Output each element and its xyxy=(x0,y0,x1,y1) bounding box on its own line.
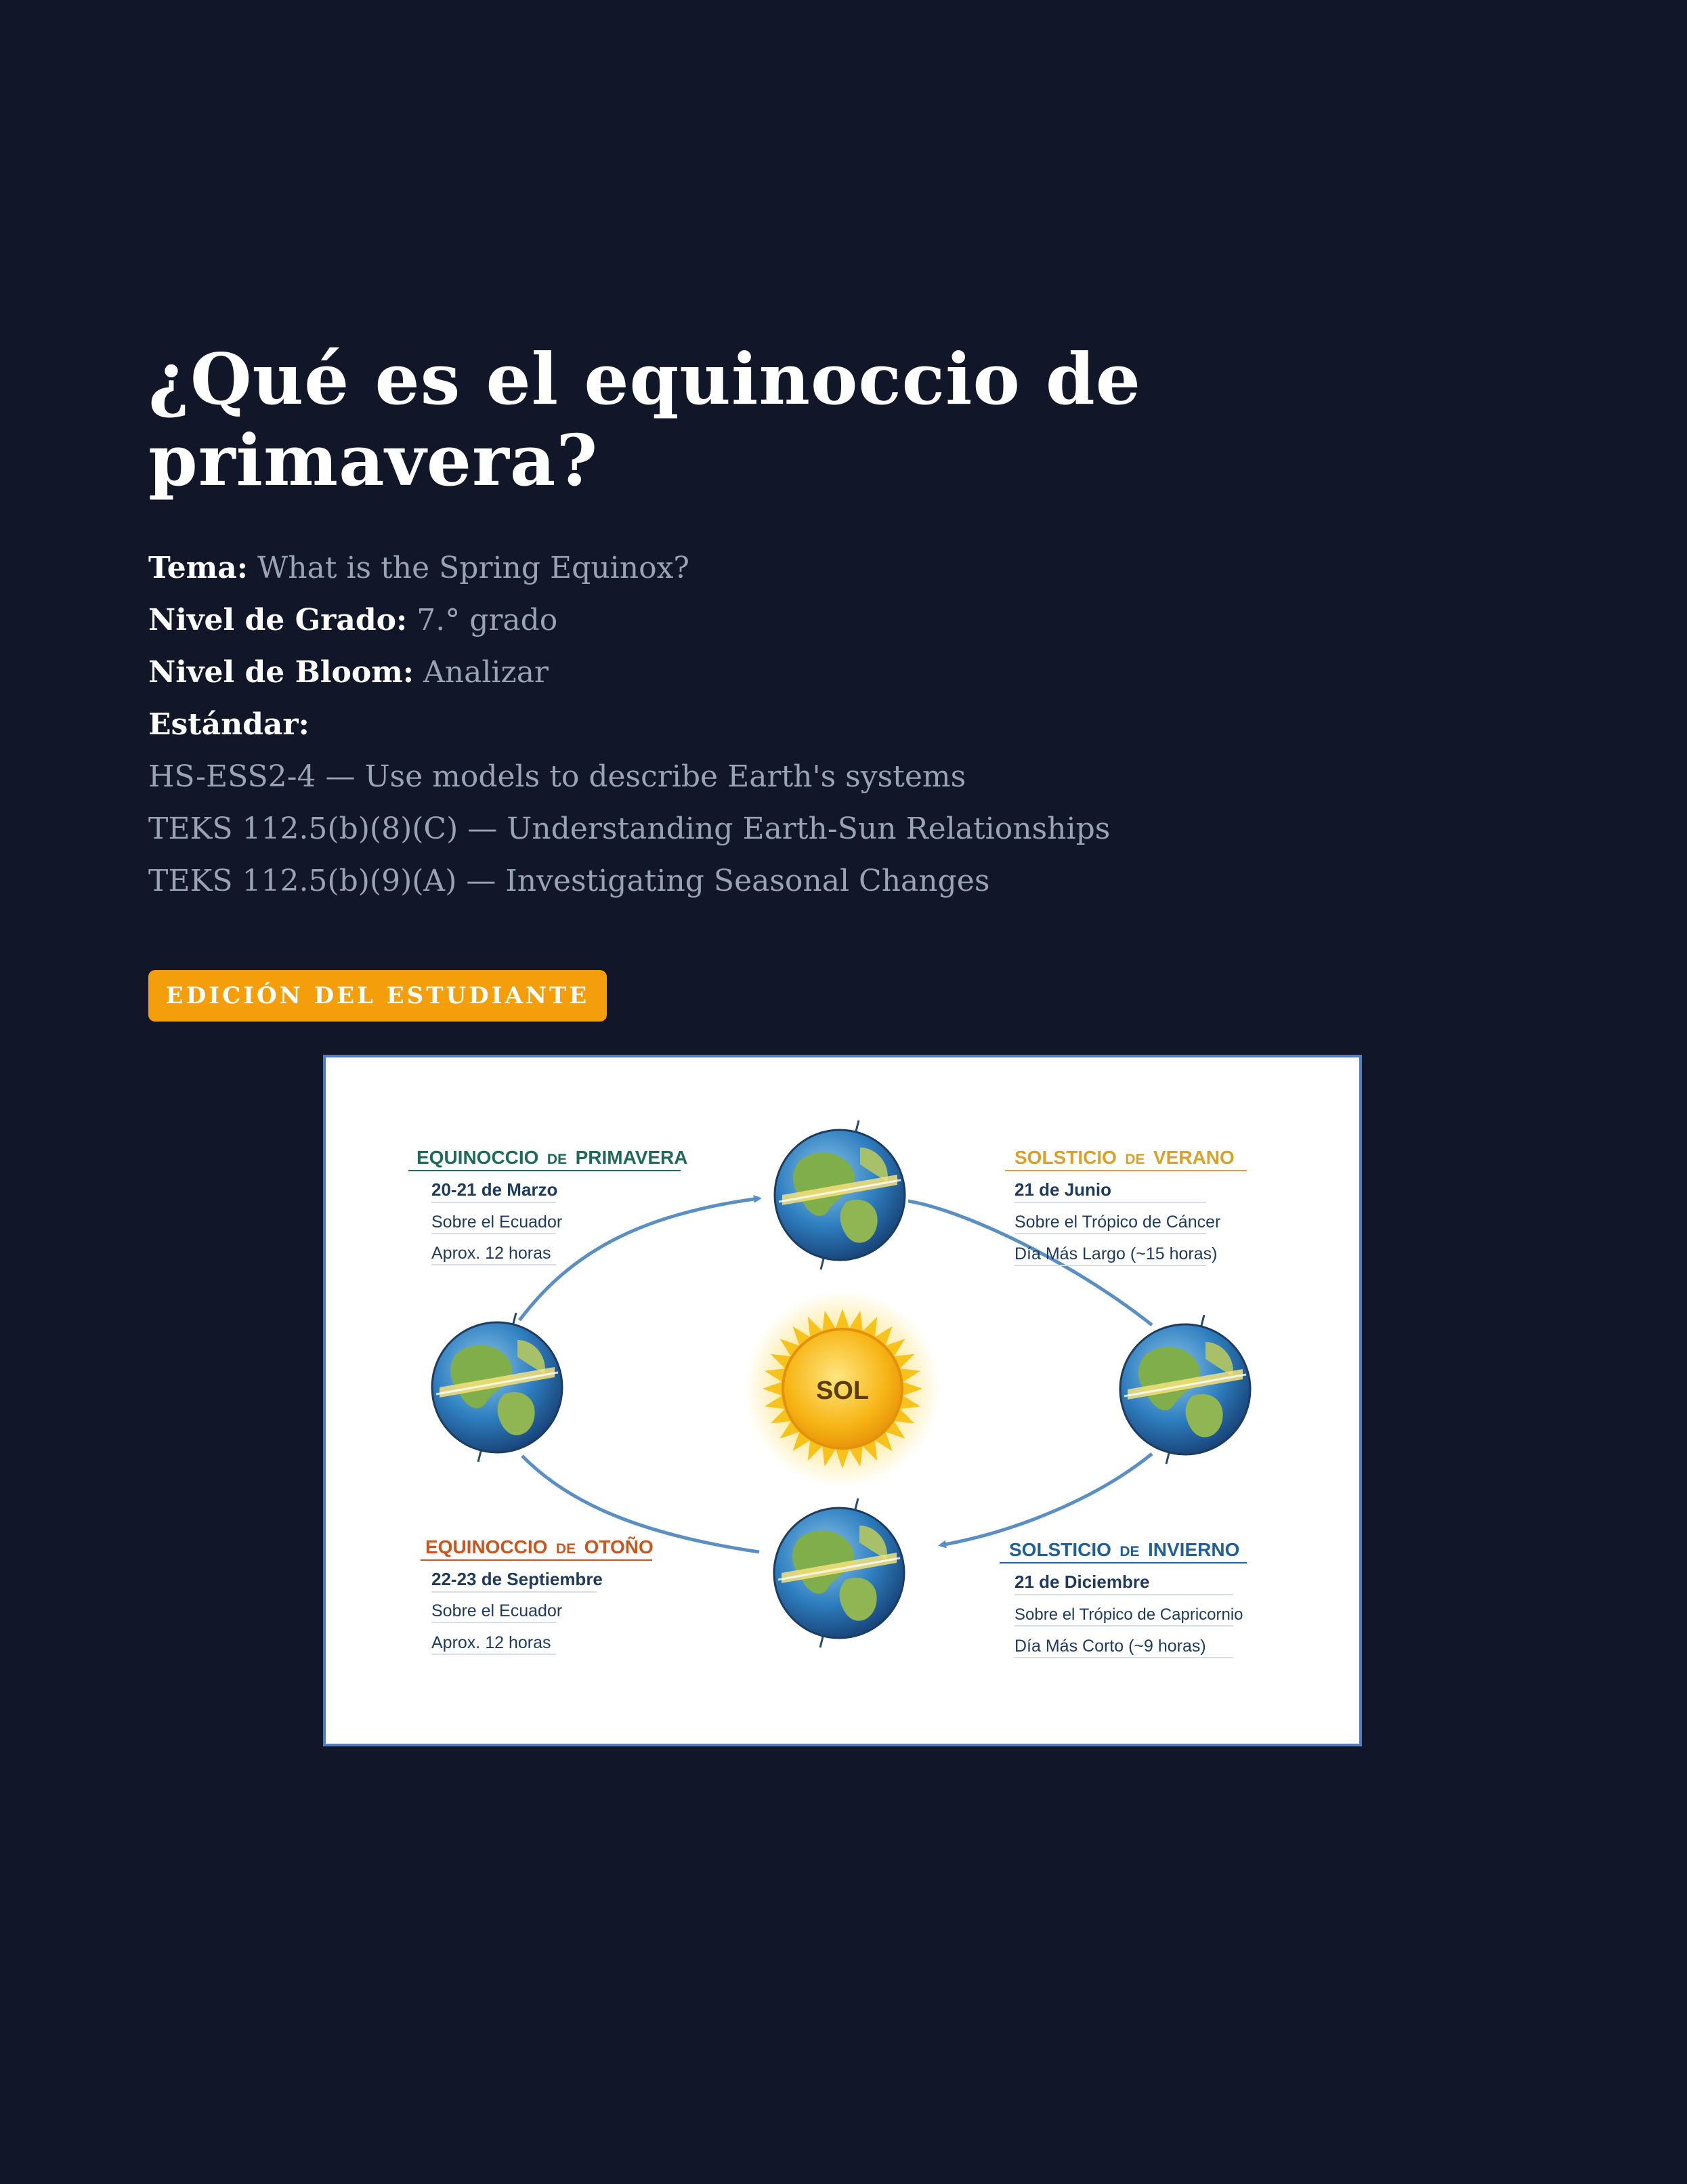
winter-date: 21 de Diciembre xyxy=(1015,1572,1150,1592)
autumn-title-a: EQUINOCCIO xyxy=(425,1536,548,1557)
summer-solstice-label xyxy=(1005,1147,1247,1265)
student-edition-badge: EDICIÓN DEL ESTUDIANTE xyxy=(148,970,607,1022)
autumn-title-de: DE xyxy=(555,1541,576,1557)
spring-title-a: EQUINOCCIO xyxy=(417,1147,539,1168)
standard-item: TEKS 112.5(b)(9)(A) — Investigating Seasonal Changes xyxy=(148,864,990,898)
spring-title-de: DE xyxy=(547,1152,568,1167)
spring-equinox-label xyxy=(408,1147,688,1265)
seasons-diagram-svg xyxy=(326,1057,1359,1744)
lesson-metadata xyxy=(148,542,1503,907)
svg-text:SOLSTICIO DE xyxy=(1009,1539,1239,1560)
autumn-equinox-label xyxy=(421,1536,654,1654)
topic-label: Tema: xyxy=(148,551,248,585)
autumn-date: 22-23 de Septiembre xyxy=(431,1569,603,1589)
svg-text:EQUINOCCIO DE xyxy=(417,1147,688,1168)
grade-row xyxy=(148,594,1503,646)
summer-line2: Día Más Largo (~15 horas) xyxy=(1015,1244,1218,1263)
svg-text:SOLSTICIO DE xyxy=(1015,1147,1235,1168)
seasons-diagram xyxy=(323,1055,1362,1746)
spring-date: 20-21 de Marzo xyxy=(431,1179,558,1200)
summer-line1: Sobre el Trópico de Cáncer xyxy=(1015,1213,1221,1232)
earth-globe-bottom xyxy=(774,1498,904,1647)
bloom-value: Analizar xyxy=(423,655,549,690)
autumn-title-b: OTOÑO xyxy=(584,1536,654,1557)
spring-title-b: PRIMAVERA xyxy=(575,1147,688,1168)
topic-row xyxy=(148,542,1503,594)
winter-title-a: SOLSTICIO xyxy=(1009,1539,1111,1560)
svg-text:EQUINOCCIO DE xyxy=(425,1536,654,1557)
standard-row xyxy=(148,698,1503,751)
grade-label: Nivel de Grado: xyxy=(148,603,408,637)
spring-line1: Sobre el Ecuador xyxy=(431,1213,563,1232)
winter-line2: Día Más Corto (~9 horas) xyxy=(1015,1637,1206,1656)
orbit-arrow xyxy=(941,1454,1152,1545)
autumn-line1: Sobre el Ecuador xyxy=(431,1601,563,1620)
standard-item: HS-ESS2-4 — Use models to describe Earth's systems xyxy=(148,759,966,794)
earth-globe-left xyxy=(432,1313,562,1462)
grade-value: 7.° grado xyxy=(417,603,558,637)
winter-line1: Sobre el Trópico de Capricornio xyxy=(1015,1605,1243,1624)
bloom-label: Nivel de Bloom: xyxy=(148,655,414,690)
summer-date: 21 de Junio xyxy=(1015,1179,1112,1200)
bloom-row xyxy=(148,646,1503,698)
sun-label: SOL xyxy=(815,1377,870,1405)
standard-label: Estándar: xyxy=(148,707,309,742)
winter-title-de: DE xyxy=(1119,1544,1140,1559)
summer-title-de: DE xyxy=(1125,1152,1145,1167)
summer-title-a: SOLSTICIO xyxy=(1015,1147,1117,1168)
winter-title-b: INVIERNO xyxy=(1148,1539,1240,1560)
winter-solstice-label xyxy=(1000,1539,1247,1658)
page-title: ¿Qué es el equinoccio de primavera? xyxy=(148,337,1141,502)
sun xyxy=(744,1290,941,1487)
standard-item: TEKS 112.5(b)(8)(C) — Understanding Earth-Sun Relationships xyxy=(148,812,1111,846)
earth-globe-top xyxy=(775,1120,905,1269)
autumn-line2: Aprox. 12 horas xyxy=(431,1633,551,1652)
topic-value: What is the Spring Equinox? xyxy=(257,551,689,585)
spring-line2: Aprox. 12 horas xyxy=(431,1244,551,1263)
earth-globe-right xyxy=(1120,1315,1250,1464)
summer-title-b: VERANO xyxy=(1153,1147,1235,1168)
